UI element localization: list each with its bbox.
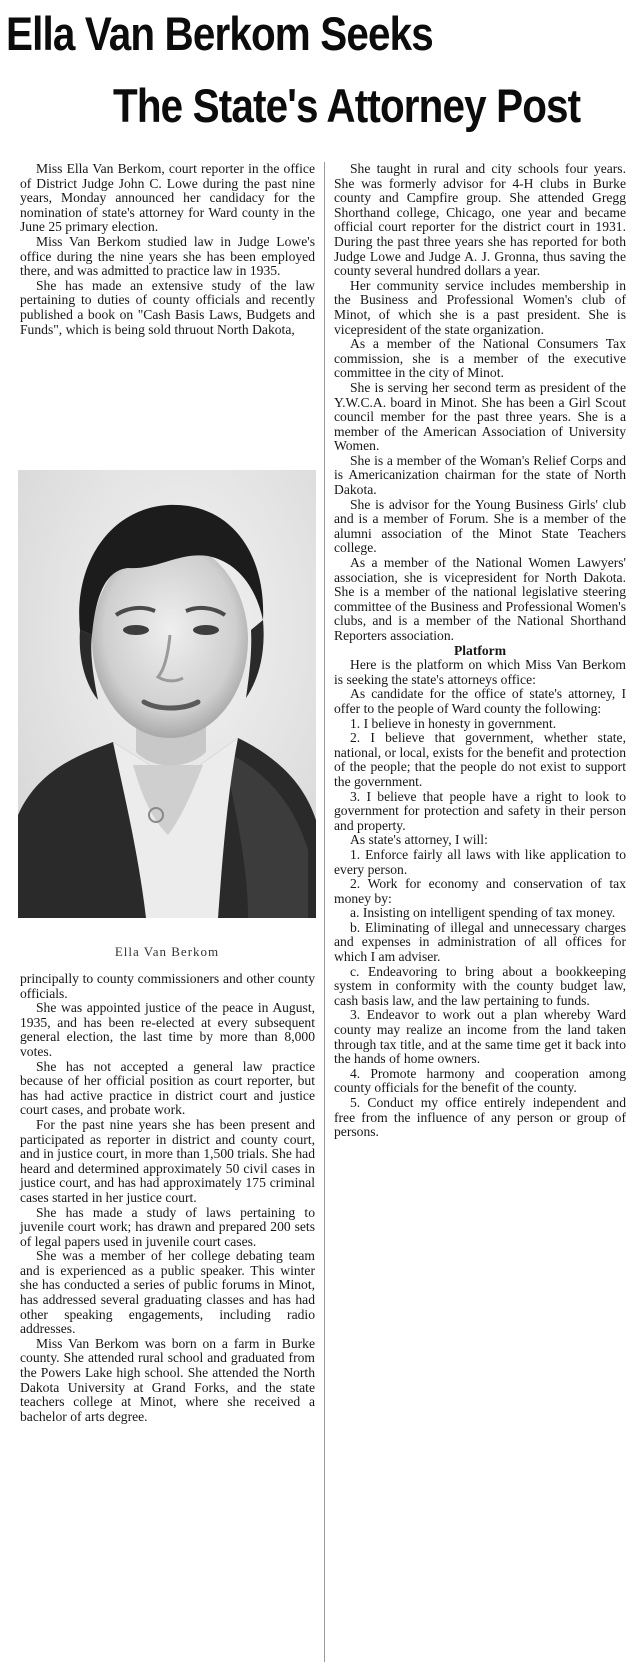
platform-item: 2. I believe that government, whether state, national, or local, exists for the benefit and protection of the people; that the people do not exist to support the government. [334,730,626,789]
platform-item: 2. Work for economy and conservation of tax money by: [334,876,626,906]
article-paragraph: principally to county commissioners and other county officials. [20,971,315,1001]
article-paragraph: For the past nine years she has been present and participated as reporter in district and county court, and in justice court, in more than 1,500 trials. She had heard and determined approximately 50 civil cases in justice court, and has had approximately 175 criminal cases started in her justice court. [20,1116,315,1205]
article-paragraph: She has not accepted a general law practice because of her official position as court reporter, but has had active practice in district court and justice court cases, and probate work. [20,1058,315,1118]
platform-item: 3. Endeavor to work out a plan whereby Ward county may realize an income from the land taken through tax title, and at the same time get it back into the hands of home owners. [334,1007,626,1067]
platform-item: 5. Conduct my office entirely independent and free from the influence of any person or group of persons. [334,1095,626,1140]
platform-item: Here is the platform on which Miss Van Berkom is seeking the state's attorneys office: [334,657,626,687]
platform-item: 1. I believe in honesty in government. [350,715,557,731]
article-paragraph: She is a member of the Woman's Relief Corps and is Americanization chairman for the state of North Dakota. [334,452,626,498]
article-paragraph: She is serving her second term as president of the Y.W.C.A. board in Minot. She has been a Girl Scout council member for the past three years. She is a member of the American Association of University Women. [334,379,626,454]
platform-item: c. Endeavoring to bring about a bookkeeping system in conformity with the county budget law, cash basis law, and the law pertaining to funds. [334,963,626,1008]
platform-list [334,658,626,1140]
left-column-top [20,162,315,337]
column-divider [324,162,325,1662]
article-paragraph: As a member of the National Women Lawyers' association, she is vicepresident for North Dakota. She is a member of the national legislative steering committee of the Business and Professional Women's clubs, and is a member of the National Shorthand Reporters association. [334,555,626,643]
article-paragraph: She has made an extensive study of the law pertaining to duties of county officials and recently published a book on "Cash Basis Laws, Budgets and Funds", which is being sold thruout North Dakota, [20,277,315,337]
headline-line-1: Ella Van Berkom Seeks [6,7,433,60]
article-paragraph: She is advisor for the Young Business Girls' club and is a member of Forum. She is a member of the alumni association of the Minot State Teachers college. [334,496,626,556]
left-column-bottom [20,972,315,1424]
right-column [334,162,626,1140]
platform-heading: Platform [453,642,507,658]
article-paragraph: She taught in rural and city schools four years. She was formerly advisor for 4-H clubs in Burke county and Campfire group. She attended Gregg Shorthand college, Chicago, one year and became official court reporter for the district court in 1931. During the past three years she has reported for both Judge Lowe and Judge A. J. Gronna, thus saving the county several hundred dollars a year. [334,161,626,279]
portrait-photo [18,470,316,918]
photo-caption: Ella Van Berkom [114,944,220,959]
article-paragraph: Miss Ella Van Berkom, court reporter in the office of District Judge John C. Lowe during the past nine years, Monday announced her candidacy for the nomination of state's attorney for Ward county in the June 25 primary election. [20,161,315,235]
portrait-photo-image [18,470,316,918]
article-paragraph: She has made a study of laws pertaining to juvenile court work; has drawn and prepared 200 sets of legal papers used in juvenile court cases. [20,1204,315,1249]
article-paragraph: Her community service includes membership in the Business and Professional Women's club of Minot, of which she is a past president. She is vicepresident of the state organization. [334,277,626,337]
headline-line-2: The State's Attorney Post [113,79,581,132]
article-paragraph: She was appointed justice of the peace in August, 1935, and has been re-elected at every subsequent general election, the last time by more than 8,000 votes. [20,1000,315,1059]
platform-item: 4. Promote harmony and cooperation among county officials for the benefit of the county. [334,1065,626,1096]
platform-item: a. Insisting on intelligent spending of tax money. [350,905,616,921]
headline [0,0,636,150]
platform-item: As state's attorney, I will: [350,832,488,848]
platform-item: As candidate for the office of state's attorney, I offer to the people of Ward county the following: [334,686,626,716]
platform-item: 3. I believe that people have a right to look to government for protection and safety in their person and property. [334,788,626,833]
platform-item: 1. Enforce fairly all laws with like application to every person. [334,846,626,877]
platform-item: b. Eliminating of illegal and unnecessary charges and expenses in administration of all offices for which I am adviser. [334,919,626,965]
article-paragraph: Miss Van Berkom was born on a farm in Burke county. She attended rural school and graduated from the Powers Lake high school. She attended the North Dakota University at Grand Forks, and the state teachers college at Minot, where she received a bachelor of arts degree. [20,1335,315,1424]
article-paragraph: Miss Van Berkom studied law in Judge Lowe's office during the nine years she has been employed there, and was admitted to practice law in 1935. [20,233,315,279]
article-paragraph: She was a member of her college debating team and is experienced as a public speaker. This winter she has conducted a series of public forums in Minot, has addressed several graduating classes and has had other speaking engagements, including radio addresses. [20,1248,315,1337]
article-paragraph: As a member of the National Consumers Tax commission, she is a member of the executive committee in the city of Minot. [334,336,626,381]
